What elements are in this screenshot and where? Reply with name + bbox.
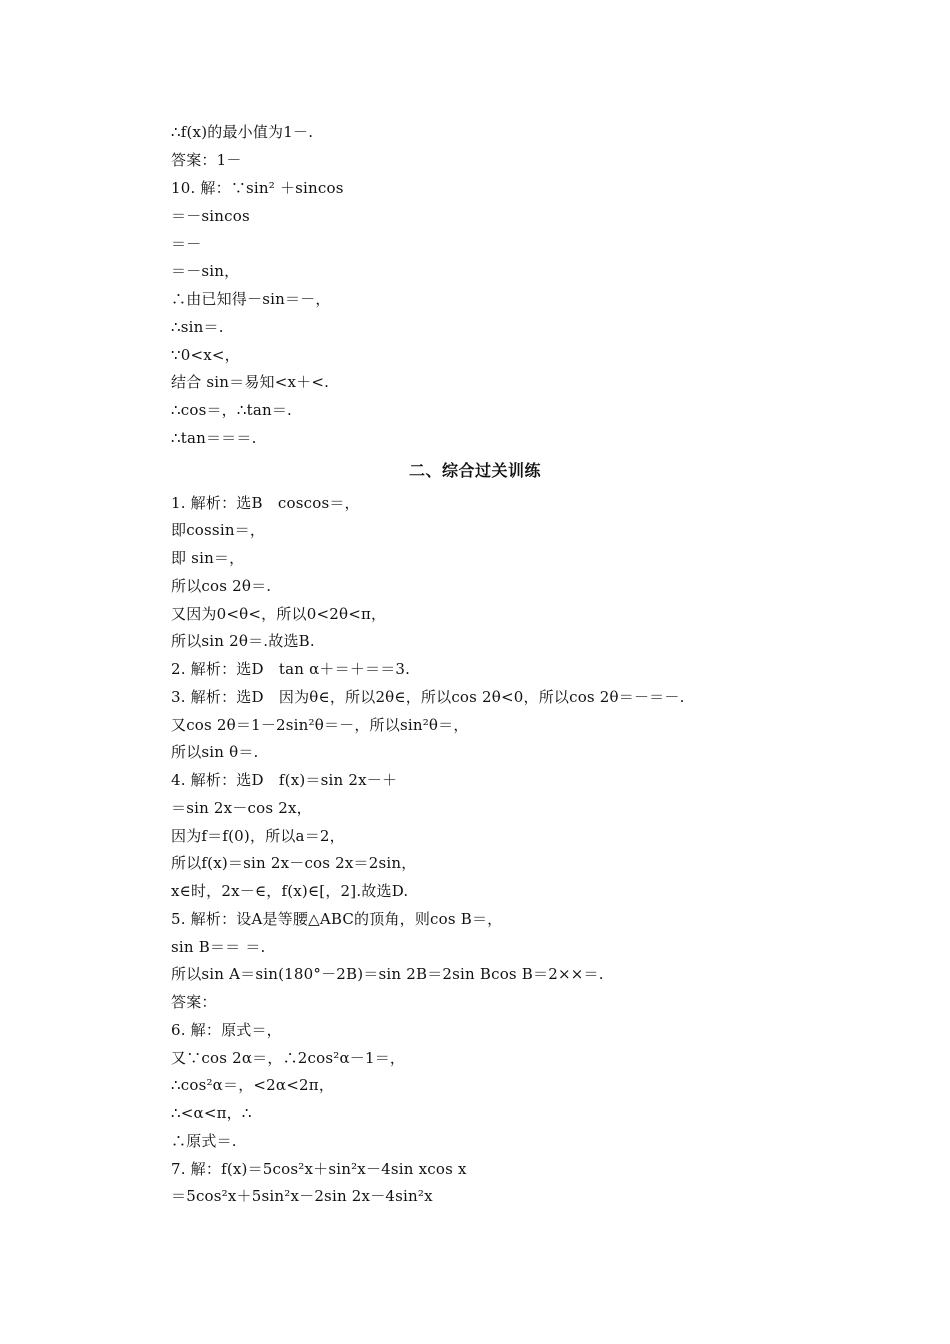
text-line: 1. 解析：选B coscos＝， <box>171 494 360 512</box>
text-line: ＝5cos²x＋5sin²x－2sin 2x－4sin²x <box>171 1187 433 1205</box>
text-line: 结合 sin＝易知<x＋<. <box>171 373 330 391</box>
text-line: 所以f(x)＝sin 2x－cos 2x＝2sin， <box>171 854 417 872</box>
text-line: 即 sin＝， <box>171 549 245 567</box>
text-line: 4. 解析：选D f(x)＝sin 2x－＋ <box>171 771 398 789</box>
text-line: ＝sin 2x－cos 2x， <box>171 799 312 817</box>
text-line: 答案：1－ <box>171 151 242 169</box>
text-line: 答案： <box>171 993 217 1011</box>
text-line: ∴<α<π，∴ <box>171 1104 252 1122</box>
text-line: ＝－ <box>171 235 202 253</box>
text-line: 10. 解：∵sin² ＋sincos <box>171 179 344 197</box>
text-line: 所以sin θ＝. <box>171 743 259 761</box>
text-line: 7. 解：f(x)＝5cos²x＋sin²x－4sin xcos x <box>171 1160 467 1178</box>
text-line: 又cos 2θ＝1－2sin²θ＝－，所以sin²θ＝， <box>171 716 469 734</box>
text-line: ∴由已知得－sin＝－， <box>171 290 331 308</box>
text-line: ＝－sin， <box>171 262 240 280</box>
text-line: ＝－sincos <box>171 207 250 225</box>
text-line: 3. 解析：选D 因为θ∈，所以2θ∈，所以cos 2θ<0，所以cos 2θ＝－＝－. <box>171 688 685 706</box>
text-line: ∴cos＝，∴tan＝. <box>171 401 293 419</box>
text-line: 6. 解：原式＝， <box>171 1021 282 1039</box>
text-line: ∴cos²α＝，<2α<2π， <box>171 1076 335 1094</box>
text-line: sin B＝＝ ＝. <box>171 938 266 956</box>
text-line: 所以cos 2θ＝. <box>171 577 272 595</box>
text-line: x∈时，2x－∈，f(x)∈[，2].故选D. <box>171 882 409 900</box>
text-line: ∴tan＝＝＝. <box>171 429 257 447</box>
text-line: 又∵cos 2α＝，∴2cos²α－1＝， <box>171 1049 406 1067</box>
text-line: 因为f＝f(0)，所以a＝2， <box>171 827 345 845</box>
text-line: 所以sin 2θ＝.故选B. <box>171 632 315 650</box>
text-line: ∵0<x<， <box>171 346 240 364</box>
text-line: 又因为0<θ<，所以0<2θ<π， <box>171 605 387 623</box>
text-line: ∴sin＝. <box>171 318 224 336</box>
text-line: 5. 解析：设A是等腰△ABC的顶角，则cos B＝， <box>171 910 503 928</box>
text-line: ∴f(x)的最小值为1－. <box>171 123 314 141</box>
text-line: 所以sin A＝sin(180°－2B)＝sin 2B＝2sin Bcos B＝2××＝. <box>171 965 604 983</box>
text-line: ∴原式＝. <box>171 1132 237 1150</box>
text-line: 即cossin＝， <box>171 521 266 539</box>
text-line: 2. 解析：选D tan α＋＝＋＝＝3. <box>171 660 411 678</box>
section-heading: 二、综合过关训练 <box>408 461 541 480</box>
